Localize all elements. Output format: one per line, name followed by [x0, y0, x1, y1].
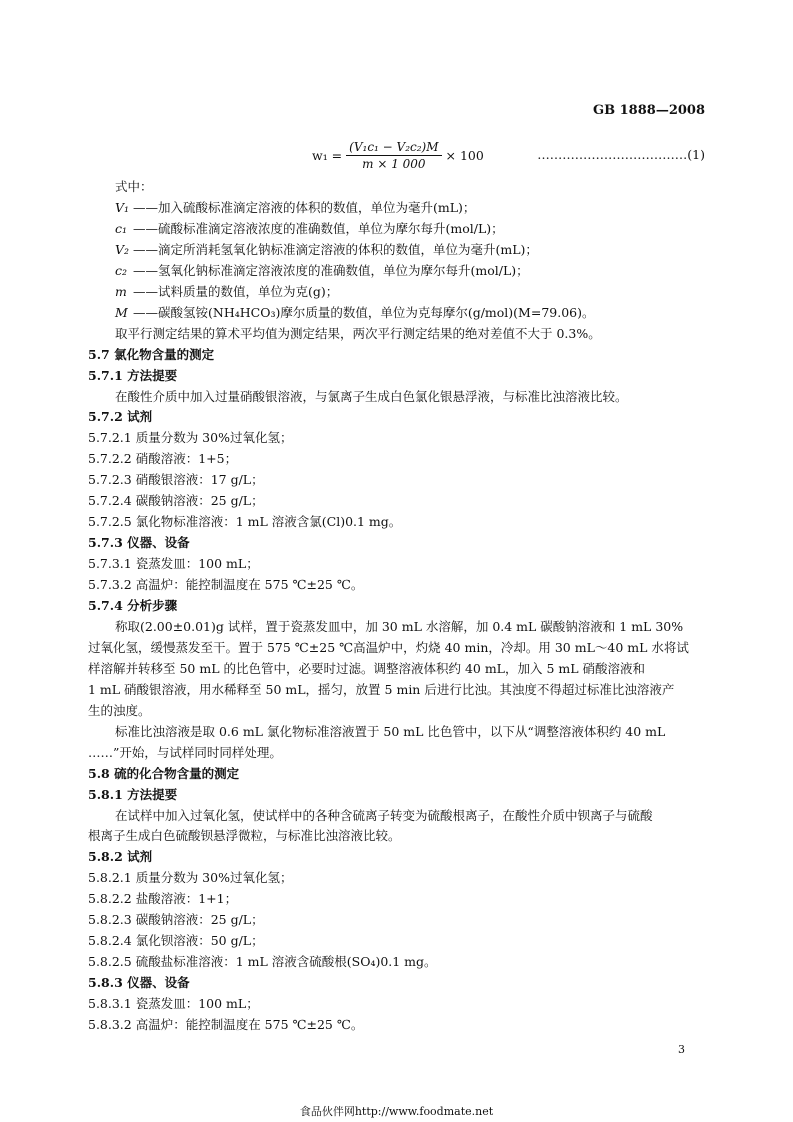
section-heading: [88, 406, 152, 427]
line-text: 5.7.2.3 硝酸银溶液：17 g/L；: [88, 472, 264, 488]
variable-definition: [115, 218, 504, 239]
text-line: [88, 511, 401, 532]
text-line: [88, 469, 264, 490]
variable-symbol: m: [115, 283, 127, 299]
text-line: [88, 637, 689, 658]
text-line: [88, 574, 363, 595]
variable-symbol: V₂: [115, 241, 130, 257]
section-heading: [88, 344, 214, 365]
line-text: 5.7.2 试剂: [88, 409, 153, 425]
section-heading: [88, 784, 177, 805]
text-line: [115, 616, 683, 637]
line-text: 取平行测定结果的算术平均值为测定结果，两次平行测定结果的绝对差值不大于 0.3%。: [115, 325, 601, 341]
text-line: [88, 658, 645, 679]
text-line: [88, 427, 292, 448]
line-text: 5.8.2 试剂: [88, 849, 153, 865]
variable-symbol: V₁: [115, 199, 130, 215]
section-heading: [88, 365, 177, 386]
section-heading: [88, 763, 239, 784]
line-text: 生的浊度。: [88, 702, 151, 718]
variable-symbol: M: [115, 304, 128, 320]
page-number: 3: [678, 1043, 685, 1056]
text-line: [88, 1014, 363, 1035]
line-text: 1 mL 硝酸银溶液，用水稀释至 50 mL，摇匀，放置 5 min 后进行比浊。其浊度不得超过标准比浊溶液产: [88, 681, 675, 697]
line-text: 根离子生成白色硫酸钡悬浮微粒，与标准比浊溶液比较。: [88, 828, 401, 844]
text-line: [88, 825, 401, 846]
line-text: 5.7.2.5 氯化物标准溶液：1 mL 溶液含氯(Cl)0.1 mg。: [88, 514, 402, 530]
text-line: [115, 721, 665, 742]
text-line: [115, 176, 153, 197]
line-text: ——试料质量的数值，单位为克(g)；: [133, 283, 339, 299]
text-line: [88, 553, 259, 574]
standard-number: GB 1888—2008: [593, 103, 705, 118]
variable-symbol: c₁: [115, 220, 128, 236]
line-text: ——加入硫酸标准滴定溶液的体积的数值，单位为毫升(mL)；: [133, 199, 476, 215]
text-line: [88, 993, 259, 1014]
line-text: 5.7.3.1 瓷蒸发皿：100 mL；: [88, 556, 259, 572]
text-line: [88, 951, 437, 972]
line-text: 5.8.2.4 氯化钡溶液：50 g/L；: [88, 933, 264, 949]
line-text: 5.7 氯化物含量的测定: [88, 346, 215, 362]
text-line: [115, 323, 601, 344]
text-line: [88, 490, 264, 511]
line-text: 5.7.3 仪器、设备: [88, 535, 190, 551]
line-text: 5.7.1 方法提要: [88, 367, 178, 383]
variable-definition: [115, 260, 529, 281]
text-line: [115, 805, 653, 826]
formula: [312, 138, 484, 172]
formula-numerator: (V₁c₁ − V₂c₂)M: [346, 140, 441, 156]
formula-suffix: × 100: [445, 147, 484, 163]
formula-denominator: m × 1 000: [362, 156, 426, 171]
line-text: 5.8.2.2 盐酸溶液：1+1；: [88, 891, 238, 907]
line-text: 5.8.3.2 高温炉：能控制温度在 575 ℃±25 ℃。: [88, 1017, 364, 1032]
line-text: 5.7.2.2 硝酸溶液：1+5；: [88, 451, 238, 467]
section-heading: [88, 595, 177, 616]
line-text: 5.8.1 方法提要: [88, 786, 178, 802]
line-text: 5.7.2.1 质量分数为 30%过氧化氢；: [88, 430, 293, 446]
line-text: ……”开始，与试样同时同样处理。: [88, 744, 282, 760]
variable-definition: [115, 239, 538, 260]
line-text: 5.8.2.1 质量分数为 30%过氧化氢；: [88, 870, 293, 886]
line-text: 过氧化氢，缓慢蒸发至干。置于 575 ℃±25 ℃高温炉中，灼烧 40 min，冷却。用 30 mL～40 mL 水将试: [88, 639, 689, 655]
text-line: [88, 867, 292, 888]
line-text: 式中：: [115, 179, 153, 194]
line-text: 5.7.3.2 高温炉：能控制温度在 575 ℃±25 ℃。: [88, 577, 364, 593]
line-text: 标准比浊溶液是取 0.6 mL 氯化物标准溶液置于 50 mL 比色管中，以下从“调整溶液体积约 40 mL: [115, 723, 666, 739]
line-text: 在试样中加入过氧化氢，使试样中的各种含硫离子转变为硫酸根离子，在酸性介质中钡离子与硫酸: [115, 807, 653, 823]
formula-number: ………………………………(1): [537, 147, 705, 162]
line-text: 5.8.2.3 碳酸钠溶液：25 g/L；: [88, 912, 264, 928]
line-text: 称取(2.00±0.01)g 试样，置于瓷蒸发皿中，加 30 mL 水溶解，加 0.4 mL 碳酸钠溶液和 1 mL 30%: [115, 618, 684, 634]
formula-lhs: w₁ =: [312, 147, 343, 163]
text-line: [88, 679, 674, 700]
line-text: 在酸性介质中加入过量硝酸银溶液，与氯离子生成白色氯化银悬浮液，与标准比浊溶液比较。: [115, 388, 628, 404]
line-text: 5.8 硫的化合物含量的测定: [88, 765, 240, 781]
text-line: [88, 909, 264, 930]
line-text: ——碳酸氢铵(NH₄HCO₃)摩尔质量的数值，单位为克每摩尔(g/mol)(M=79.06)。: [133, 304, 595, 320]
section-heading: [88, 846, 152, 867]
text-line: [88, 742, 282, 763]
section-heading: [88, 972, 190, 993]
text-line: [88, 930, 264, 951]
line-text: ——氢氧化钠标准滴定溶液浓度的准确数值，单位为摩尔每升(mol/L)；: [133, 262, 529, 278]
section-heading: [88, 532, 190, 553]
line-text: 5.8.3 仪器、设备: [88, 975, 190, 991]
line-text: 5.7.4 分析步骤: [88, 598, 178, 613]
text-line: [88, 448, 237, 469]
variable-definition: [115, 281, 338, 302]
variable-definition: [115, 302, 594, 323]
variable-definition: [115, 197, 475, 218]
line-text: 5.8.2.5 硫酸盐标准溶液：1 mL 溶液含硫酸根(SO₄)0.1 mg。: [88, 954, 437, 970]
line-text: 5.8.3.1 瓷蒸发皿：100 mL；: [88, 996, 259, 1012]
line-text: 样溶解并转移至 50 mL 的比色管中，必要时过滤。调整溶液体积约 40 mL，加入 5 mL 硝酸溶液和: [88, 660, 646, 676]
line-text: 5.7.2.4 碳酸钠溶液：25 g/L；: [88, 493, 264, 509]
text-line: [88, 888, 237, 909]
line-text: ——滴定所消耗氢氧化钠标准滴定溶液的体积的数值，单位为毫升(mL)；: [133, 241, 538, 257]
formula-fraction: [346, 140, 441, 171]
variable-symbol: c₂: [115, 262, 128, 278]
text-line: [88, 700, 151, 721]
footer-website: 食品伙伴网http://www.foodmate.net: [299, 1105, 494, 1118]
text-line: [115, 386, 628, 407]
line-text: ——硫酸标准滴定溶液浓度的准确数值，单位为摩尔每升(mol/L)；: [133, 220, 504, 236]
